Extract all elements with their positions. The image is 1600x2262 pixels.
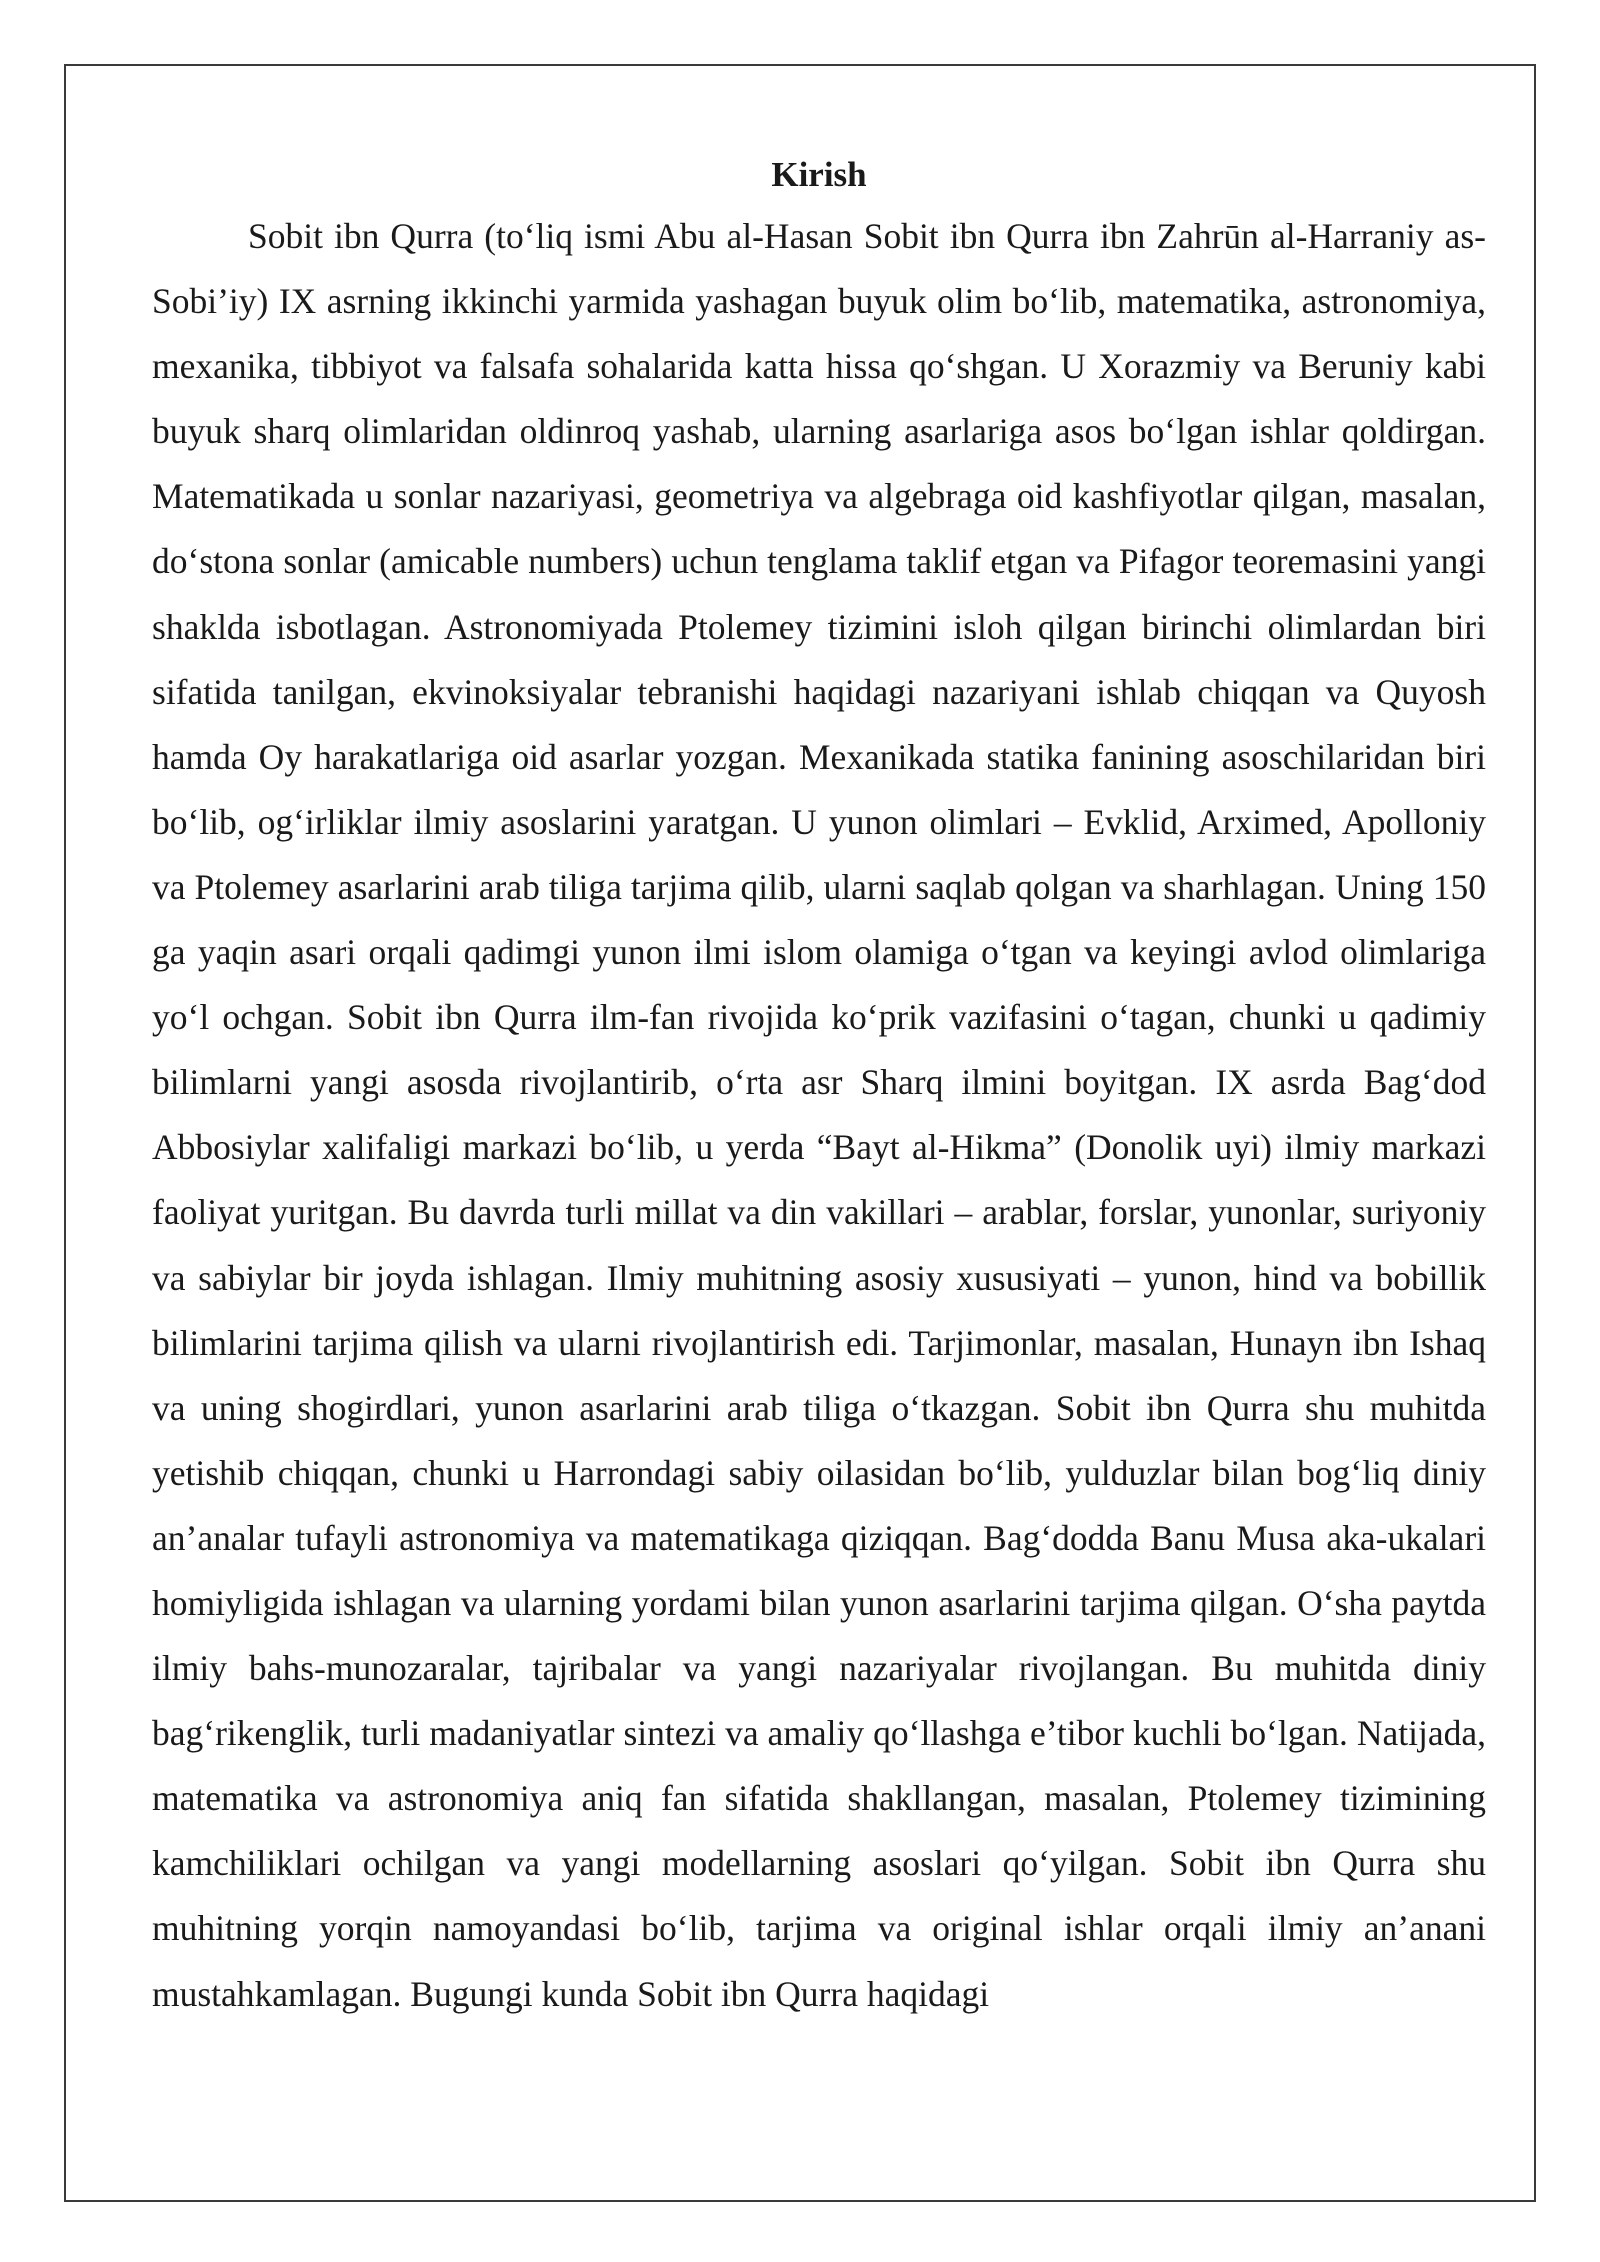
document-content [152,146,1486,2027]
body-paragraph: Sobit ibn Qurra (to‘liq ismi Abu al-Hasan Sobit ibn Qurra ibn Zahrūn al-Harraniy as-Sobi’iy) IX asrning ikkinchi yarmida yashagan buyuk olim bo‘lib, matematika, astronomiya, mexanika, tibbiyot va falsafa sohalarida katta hissa qo‘shgan. U Xorazmiy va Beruniy kabi buyuk sharq olimlaridan oldinroq yashab, ularning asarlariga asos bo‘lgan ishlar qoldirgan. Matematikada u sonlar nazariyasi, geometriya va algebraga oid kashfiyotlar qilgan, masalan, do‘stona sonlar (amicable numbers) uchun tenglama taklif etgan va Pifagor teoremasini yangi shakldа isbotlagan. Astronomiyada Ptolemey tizimini isloh qilgan birinchi olimlardan biri sifatida tanilgan, ekvinoksiyalar tebranishi haqidagi nazariyani ishlab chiqqan va Quyosh hamda Oy harakatlariga oid asarlar yozgan. Mexanikada statika fanining asoschilaridan biri bo‘lib, og‘irliklar ilmiy asoslarini yaratgan. U yunon olimlari – Evklid, Arximed, Apolloniy va Ptolemey asarlarini arab tiliga tarjima qilib, ularni saqlab qolgan va sharhlagan. Uning 150 ga yaqin asari orqali qadimgi yunon ilmi islom olamiga o‘tgan va keyingi avlod olimlariga yo‘l ochgan. Sobit ibn Qurra ilm-fan rivojida ko‘prik vazifasini o‘tagan, chunki u qadimiy bilimlarni yangi asosda rivojlantirib, o‘rta asr Sharq ilmini boyitgan. IX asrda Bag‘dod Abbosiylar xalifaligi markazi bo‘lib, u yerda “Bayt al-Hikma” (Donolik uyi) ilmiy markazi faoliyat yuritgan. Bu davrda turli millat va din vakillari – arablar, forslar, yunonlar, suriyoniy va sabiylar bir joyda ishlagan. Ilmiy muhitning asosiy xususiyati – yunon, hind va bobillik bilimlarini tarjima qilish va ularni rivojlantirish edi. Tarjimonlar, masalan, Hunayn ibn Ishaq va uning shogirdlari, yunon asarlarini arab tiliga o‘tkazgan. Sobit ibn Qurra shu muhitda yetishib chiqqan, chunki u Harrondagi sabiy oilasidan bo‘lib, yulduzlar bilan bog‘liq diniy an’analar tufayli astronomiya va matematikaga qiziqqan. Bag‘dodda Banu Musa aka-ukalari homiyligida ishlagan va ularning yordami bilan yunon asarlarini tarjima qilgan. O‘sha paytda ilmiy bahs-munozaralar, tajribalar va yangi nazariyalar rivojlangan. Bu muhitda diniy bag‘rikenglik, turli madaniyatlar sintezi va amaliy qo‘llashga e’tibor kuchli bo‘lgan. Natijada, matematika va astronomiya aniq fan sifatida shakllangan, masalan, Ptolemey tizimining kamchiliklari ochilgan va yangi modellarning asoslari qo‘yilgan. Sobit ibn Qurra shu muhitning yorqin namoyandasi bo‘lib, tarjima va original ishlar orqali ilmiy an’anani mustahkamlagan. Bugungi kunda Sobit ibn Qurra haqidagi [152,216,1486,2014]
page-title: Kirish [771,155,867,194]
